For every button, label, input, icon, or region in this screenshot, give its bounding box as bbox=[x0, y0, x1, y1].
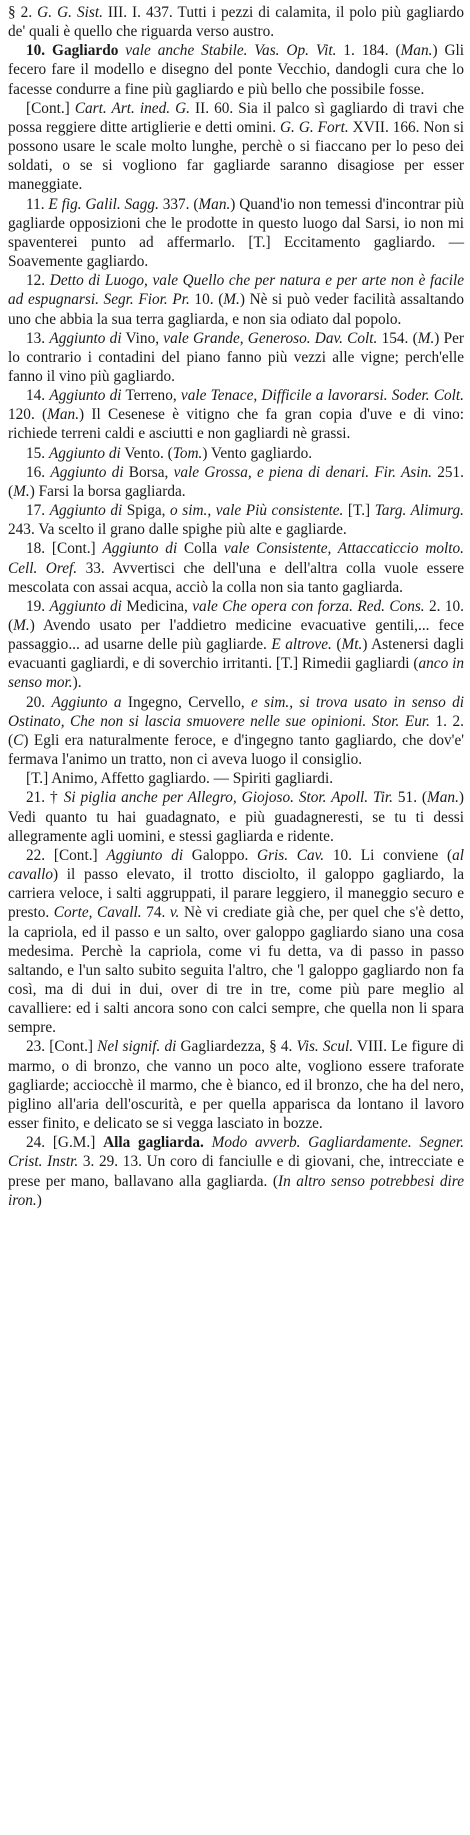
text-run: 243. Va scelto il grano dalle spighe più alte e gagliarde. bbox=[8, 521, 347, 539]
text-run: ) il passo elevato, il trotto disciolto, il galoppo gagliardo, la carriera veloce, i salti aggruppati, il parare leggiero, il maneggio securo e presto. bbox=[8, 866, 464, 922]
entry-paragraph bbox=[8, 693, 464, 770]
text-run: 14. bbox=[26, 387, 50, 405]
entry-paragraph bbox=[8, 463, 464, 501]
text-run: Spiga, bbox=[122, 502, 171, 520]
italic-text: Tom. bbox=[172, 444, 203, 462]
entry-column bbox=[8, 3, 464, 1210]
italic-text: G. G. Sist. bbox=[37, 4, 103, 21]
text-run: ) Farsi la borsa gagliarda. bbox=[29, 482, 186, 500]
italic-text: vale Grande, Generoso. Dav. Colt. bbox=[163, 329, 378, 347]
text-run: 20. bbox=[26, 693, 52, 711]
entry-paragraph bbox=[8, 769, 464, 788]
italic-text: Man. bbox=[400, 42, 433, 60]
italic-text: Aggiunto di bbox=[49, 597, 122, 615]
italic-text: Aggiunto di bbox=[106, 846, 184, 864]
italic-text: o sim., vale Più consistente. bbox=[170, 502, 344, 520]
italic-text: Mt. bbox=[341, 636, 363, 654]
text-run: ) Per lo contrario i contadini del piano fanno più vezzi alle vigne; perch'elle fanno il vino più gagliardo. bbox=[8, 329, 465, 385]
text-run: 10. ( bbox=[189, 291, 224, 309]
text-run: II. 60. Sia il palco sì gagliardo di travi che possa reggiere ditte artiglierie e detti omini. bbox=[8, 99, 464, 136]
italic-text: vale Che opera con forza. Red. Cons. bbox=[192, 597, 425, 615]
text-run: VIII. Le figure di marmo, o di bronzo, che vanno un poco alte, vogliono essere traforate gagliarde; acciocchè il marmo, che è bianco, ed il bronzo, che ha del nero, piglino all'aria dell'oscurità, e per quella apparisca da lontano il lavoro esser finito, e delicato se si vegga lasciato in bozze. bbox=[8, 1038, 464, 1133]
italic-text: M. bbox=[417, 329, 435, 347]
text-run: Terreno, bbox=[121, 387, 181, 405]
text-run: XVII. 166. Non si possono usare le scale molto lunghe, perchè o si fiaccano per lo peso dei soldati, o se si vogliono far gagliarde saranno disagiose per esser maneggiate. bbox=[8, 118, 464, 194]
italic-text: C bbox=[13, 731, 24, 749]
text-run: ) Vento gagliardo. bbox=[202, 444, 313, 462]
italic-text: Man. bbox=[47, 406, 80, 424]
text-run: 74. bbox=[141, 904, 170, 922]
text-run: 11. bbox=[26, 195, 49, 213]
entry-paragraph bbox=[8, 597, 464, 693]
text-run: Colla bbox=[177, 540, 224, 558]
entry-paragraph bbox=[8, 788, 464, 845]
text-run: 10. Li conviene ( bbox=[324, 846, 453, 864]
text-run: ) Quand'io non temessi d'incontrar più gagliarde opposizioni che le prodotte in questo luogo dal Sarsi, io non mi spaventerei punto ad affermarlo. [T.] Eccitamento gagliardo. — Soavemente gagliardo. bbox=[8, 195, 464, 271]
entry-paragraph bbox=[8, 846, 464, 1038]
text-run: 21. † bbox=[26, 789, 64, 807]
italic-text: M. bbox=[13, 617, 30, 634]
italic-text: vale Tenace, Difficile a lavorarsi. Soder. Colt. bbox=[180, 387, 464, 405]
italic-text: E fig. Galil. Sagg. bbox=[48, 195, 159, 213]
italic-text: Corte, Cavall. bbox=[53, 904, 142, 922]
entry-paragraph bbox=[8, 1133, 464, 1210]
text-run: 1. 184. ( bbox=[336, 42, 401, 60]
text-run: Galoppo. bbox=[183, 846, 258, 864]
text-run: 3. 29. 13. Un coro di fanciulle e di giovani, che, intrecciate e prese per mano, ballavano alla gagliarda. ( bbox=[8, 1153, 464, 1190]
italic-text: Gris. Cav. bbox=[257, 846, 325, 864]
italic-text: Man. bbox=[427, 789, 459, 807]
italic-text: Modo avverb. Gagliardamente. Segner. Crist. Instr. bbox=[8, 1134, 465, 1171]
text-run: ) bbox=[36, 1191, 42, 1209]
italic-text: anco in senso mor. bbox=[8, 655, 464, 692]
entry-paragraph bbox=[8, 501, 464, 539]
text-run: 337. ( bbox=[158, 195, 199, 213]
italic-text: v. bbox=[169, 904, 180, 922]
text-run: 2. 10. ( bbox=[8, 597, 465, 634]
text-run: 154. ( bbox=[377, 329, 418, 347]
text-run: Borsa, bbox=[123, 463, 174, 481]
italic-text: Aggiunto di bbox=[49, 387, 122, 405]
text-run: 22. [Cont.] bbox=[26, 846, 107, 864]
text-run: Vento. ( bbox=[120, 444, 173, 462]
text-run: [T.] bbox=[343, 502, 375, 520]
text-run: Gagliardezza, § 4. bbox=[176, 1038, 297, 1056]
text-run: ) Avendo usato per l'addietro medicine evacuative gentili,... fece passaggio... ad usarne delle più gagliarde. bbox=[8, 617, 464, 654]
headword: Alla gagliarda. bbox=[103, 1134, 204, 1152]
text-run: 1. 2. ( bbox=[8, 712, 464, 749]
text-run: 15. bbox=[26, 444, 49, 462]
italic-text: E altrove. bbox=[271, 636, 332, 654]
italic-text: Cart. Art. ined. G. bbox=[74, 99, 190, 117]
text-run: ) Egli era naturalmente feroce, e d'ingegno tanto gagliardo, che dov'e' fermava l'animo un tratto, non ci aveva luogo il consiglio. bbox=[8, 731, 464, 769]
text-run: § 2. bbox=[8, 4, 38, 21]
text-run: ) Vedi quanto tu hai guadagnato, e più guadagneresti, se tu ti dessi allegramente agli uomini, e stessi gagliarda e ridente. bbox=[8, 789, 465, 845]
text-run: 51. ( bbox=[392, 789, 428, 807]
text-run: [T.] Animo, Affetto gagliardo. — Spiriti gagliardi. bbox=[26, 770, 334, 788]
text-run: III. I. 437. Tutti i pezzi di calamita, il polo più gagliardo de' quali è quello che riguarda verso austro. bbox=[8, 4, 464, 41]
italic-text: Aggiunto di bbox=[49, 502, 123, 520]
text-run: Medicina, bbox=[121, 597, 193, 615]
text-run: Vino, bbox=[121, 329, 164, 347]
text-run: ) Astenersi dagli evacuanti gagliardi, e di soverchio irritanti. [T.] Rimedii gagliardi ( bbox=[8, 636, 464, 673]
entry-paragraph bbox=[8, 271, 464, 328]
entry-paragraph bbox=[8, 329, 464, 386]
entry-paragraph bbox=[8, 195, 464, 272]
italic-text: Aggiunto di bbox=[50, 463, 124, 481]
text-run: ). bbox=[72, 674, 82, 692]
italic-text: vale Grossa, e piena di denari. Fir. Asin. bbox=[173, 463, 432, 481]
entry-paragraph bbox=[8, 444, 464, 463]
text-run: Ingegno, Cervello, bbox=[121, 693, 252, 711]
italic-text: M. bbox=[13, 482, 30, 500]
text-run: 24. [G.M.] bbox=[26, 1134, 104, 1152]
italic-text: Nel signif. di bbox=[97, 1038, 177, 1056]
italic-text: e sim., si trova usato in senso di Ostinato, Che non si lascia smuovere nelle sue opinioni. Stor. Eur. bbox=[8, 693, 465, 730]
italic-text: al cavallo bbox=[8, 846, 464, 884]
italic-text: M. bbox=[223, 291, 240, 309]
entry-paragraph bbox=[8, 386, 464, 443]
italic-text: Targ. Alimurg. bbox=[374, 502, 464, 520]
italic-text: Aggiunto a bbox=[51, 693, 122, 711]
italic-text: vale anche Stabile. Vas. Op. Vit. bbox=[118, 42, 337, 60]
text-run: 18. [Cont.] bbox=[26, 540, 103, 558]
text-run: ) Nè si può veder facilità assaltando uno che abbia la sua terra gagliarda, e non sia odiato dal popolo. bbox=[8, 291, 464, 328]
italic-text: Detto di Luogo, vale Quello che per natura e per arte non è facile ad espugnarsi. Segr. Fior. Pr. bbox=[8, 272, 464, 309]
italic-text: Vis. Scul. bbox=[296, 1038, 354, 1056]
text-run: 33. Avvertisci che dell'una e dell'altra colla vuole essere mescolata con assai acqua, acciò la colla non sia tanto gagliarda. bbox=[8, 559, 464, 596]
text-run: ( bbox=[331, 636, 342, 654]
italic-text: Si piglia anche per Allegro, Giojoso. Stor. Apoll. Tir. bbox=[63, 789, 393, 807]
italic-text: vale Consistente, Attaccaticcio molto. Cell. Oref. bbox=[8, 540, 464, 577]
entry-paragraph bbox=[8, 539, 464, 596]
italic-text: G. G. Fort. bbox=[280, 118, 349, 136]
text-run bbox=[204, 1134, 212, 1151]
text-run: 251. ( bbox=[8, 463, 464, 500]
text-run: 13. bbox=[26, 329, 50, 347]
entry-paragraph bbox=[8, 99, 464, 195]
italic-text: Aggiunto di bbox=[48, 444, 121, 462]
text-run: 17. bbox=[26, 502, 50, 520]
text-run: [Cont.] bbox=[26, 99, 75, 117]
text-run: 23. [Cont.] bbox=[26, 1038, 98, 1056]
italic-text: In altro senso potrebbesi dire iron. bbox=[8, 1172, 464, 1209]
text-run: 12. bbox=[26, 272, 50, 290]
text-run: 19. bbox=[26, 597, 50, 615]
italic-text: Aggiunto di bbox=[102, 540, 178, 558]
entry-paragraph bbox=[8, 41, 464, 98]
italic-text: Aggiunto di bbox=[49, 329, 122, 347]
text-run: 16. bbox=[26, 463, 51, 481]
text-run: 120. ( bbox=[8, 406, 48, 424]
entry-paragraph bbox=[8, 3, 464, 41]
headword: 10. Gagliardo bbox=[26, 42, 119, 60]
text-run: ) Gli fecero fare il modello e disegno del ponte Vecchio, dandogli cura che lo facesse condurre a fine più gagliardo e più bello che possibile fosse. bbox=[8, 42, 465, 98]
text-run: Nè vi crediate già che, per quel che s'è detto, la capriola, ed il passo e un salto, over galoppo gagliardo siano una cosa medesima. Perchè la capriola, come vi fu detta, va di passo in passo saltando, e l'un salto subito seguita l'altro, che 'l galoppo gagliardo non fa così, ma di dui in dui, over di tre in tre, come più pare meglio al cavalliere: ed i salti ancora sono con calci sempre, che quella non li spara sempre. bbox=[8, 904, 464, 1037]
text-run: ) Il Cesenese è vitigno che fa gran copia d'uve e di vino: richiede terreni caldi e asciutti e non gagliardi nè grassi. bbox=[8, 406, 464, 443]
entry-paragraph bbox=[8, 1037, 464, 1133]
italic-text: Man. bbox=[198, 195, 231, 213]
